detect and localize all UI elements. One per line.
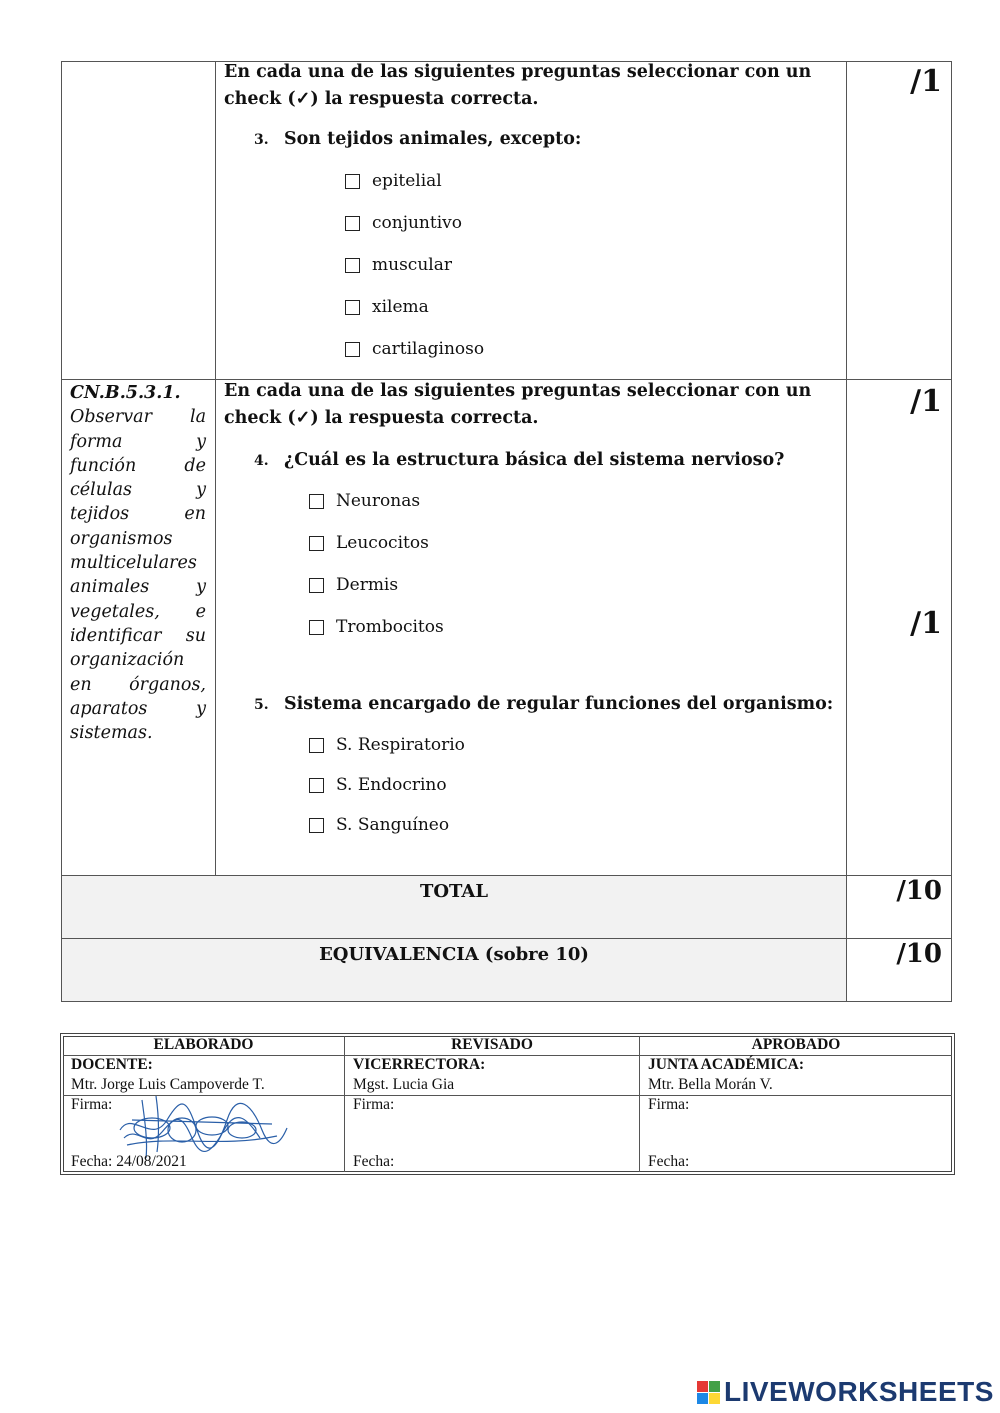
header-aprobado: APROBADO <box>751 1036 841 1053</box>
option-label: Neuronas <box>336 491 421 511</box>
q5-option-1[interactable] <box>309 735 465 755</box>
q4-option-1[interactable] <box>309 491 420 511</box>
role-vicerrectora: VICERRECTORA: <box>353 1056 486 1073</box>
question-5-number: 5. <box>254 697 269 713</box>
name-junta: Mtr. Bella Morán V. <box>648 1076 773 1093</box>
firma-label-1: Firma: <box>71 1096 113 1113</box>
checkbox[interactable] <box>309 536 324 551</box>
q4-option-2[interactable] <box>309 533 429 553</box>
checkbox[interactable] <box>309 578 324 593</box>
name-vicerrectora: Mgst. Lucia Gia <box>353 1076 455 1093</box>
option-label: muscular <box>372 255 452 275</box>
fecha-aprobado: Fecha: <box>648 1153 690 1170</box>
q3-option-1[interactable] <box>345 171 442 191</box>
q3-option-3[interactable] <box>345 255 452 275</box>
score-q4: /1 <box>910 384 942 419</box>
q5-option-3[interactable] <box>309 815 449 835</box>
checkbox[interactable] <box>309 818 324 833</box>
firma-label-3: Firma: <box>648 1096 690 1113</box>
header-revisado: REVISADO <box>451 1036 533 1053</box>
option-label: S. Endocrino <box>336 775 447 795</box>
logo-squares-icon <box>697 1381 720 1404</box>
instruction-row2: En cada una de las siguientes preguntas seleccionar con un check (✓) la respuesta correcta. <box>224 381 812 428</box>
learning-objective <box>70 381 206 745</box>
checkbox[interactable] <box>309 738 324 753</box>
option-label: Leucocitos <box>336 533 429 553</box>
question-5-text: Sistema encargado de regular funciones del organismo: <box>284 694 834 714</box>
role-docente: DOCENTE: <box>71 1056 153 1073</box>
score-q5: /1 <box>910 606 942 641</box>
option-label: Dermis <box>336 575 399 595</box>
question-3 <box>254 129 581 149</box>
total-score: /10 <box>896 876 942 906</box>
objective-text: Observar la forma y función de células y tejidos en organismos multicelulares animales y vegetales, e identificar su organización en órganos, aparatos y sistemas. <box>70 407 206 744</box>
option-label: Trombocitos <box>336 617 444 637</box>
q3-option-4[interactable] <box>345 297 429 317</box>
question-4 <box>254 450 784 470</box>
objective-code: CN.B.5.3.1. <box>70 383 181 403</box>
question-4-number: 4. <box>254 453 269 469</box>
q3-option-5[interactable] <box>345 339 484 359</box>
role-junta: JUNTA ACADÉMICA: <box>648 1056 805 1073</box>
q4-option-3[interactable] <box>309 575 398 595</box>
brand-name: LIVEWORKSHEETS <box>724 1376 994 1407</box>
instruction-row1: En cada una de las siguientes preguntas seleccionar con un check (✓) la respuesta correcta. <box>224 62 812 109</box>
q4-option-4[interactable] <box>309 617 444 637</box>
question-5 <box>254 694 833 714</box>
total-label: TOTAL <box>419 881 489 902</box>
question-3-text: Son tejidos animales, excepto: <box>284 129 582 149</box>
option-label: cartilaginoso <box>372 339 485 359</box>
checkbox[interactable] <box>345 174 360 189</box>
checkbox[interactable] <box>345 258 360 273</box>
fecha-revisado: Fecha: <box>353 1153 395 1170</box>
checkbox[interactable] <box>309 620 324 635</box>
firma-label-2: Firma: <box>353 1096 395 1113</box>
checkbox[interactable] <box>309 494 324 509</box>
equivalence-score: /10 <box>896 939 942 969</box>
option-label: S. Sanguíneo <box>336 815 450 835</box>
signature-scribble <box>112 1090 292 1162</box>
checkbox[interactable] <box>345 342 360 357</box>
option-label: S. Respiratorio <box>336 735 465 755</box>
option-label: xilema <box>372 297 429 317</box>
header-elaborado: ELABORADO <box>153 1036 254 1053</box>
question-3-number: 3. <box>254 132 269 148</box>
q5-option-2[interactable] <box>309 775 447 795</box>
option-label: conjuntivo <box>372 213 462 233</box>
q3-option-2[interactable] <box>345 213 462 233</box>
fecha-elaborado: Fecha: 24/08/2021 <box>71 1153 187 1170</box>
checkbox[interactable] <box>345 300 360 315</box>
brand-logo[interactable] <box>697 1376 994 1408</box>
checkbox[interactable] <box>345 216 360 231</box>
score-q3: /1 <box>910 64 942 99</box>
name-docente: Mtr. Jorge Luis Campoverde T. <box>71 1076 265 1093</box>
question-4-text: ¿Cuál es la estructura básica del sistema nervioso? <box>284 450 785 470</box>
equivalence-label: EQUIVALENCIA (sobre 10) <box>319 944 589 965</box>
checkbox[interactable] <box>309 778 324 793</box>
option-label: epitelial <box>372 171 442 191</box>
